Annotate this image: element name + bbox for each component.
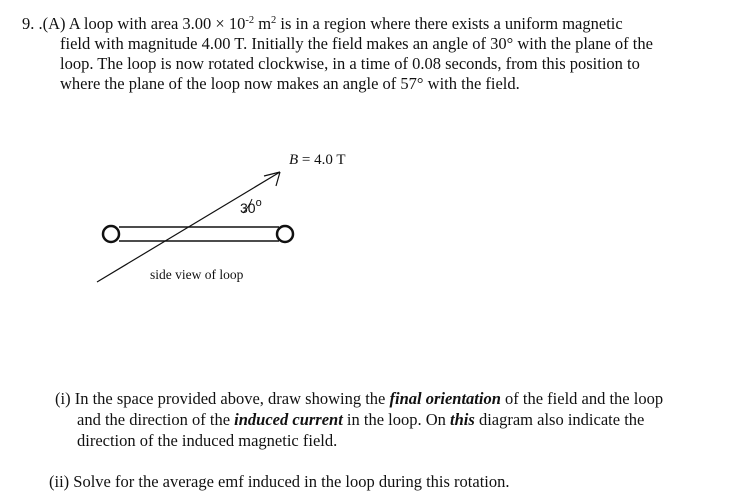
part-i-line-3: direction of the induced magnetic field.	[77, 431, 338, 450]
diagram-caption: side view of loop	[150, 267, 244, 282]
part-i-line-1: (i) In the space provided above, draw showing the final orientation of the field and the loop	[55, 389, 664, 408]
field-label: B = 4.0 T	[289, 152, 346, 168]
problem-number: 9. .(A)	[22, 14, 66, 33]
wire-right	[277, 226, 293, 242]
part-ii-line: (ii) Solve for the average emf induced in the loop during this rotation.	[49, 472, 510, 491]
part-i-line-2: and the direction of the induced current in the loop. On this diagram also indicate the	[77, 410, 645, 429]
problem-line-2: field with magnitude 4.00 T. Initially the field makes an angle of 30° with the plane of the	[60, 34, 653, 53]
angle-label: 30$^o$	[240, 197, 262, 216]
problem-line-4: where the plane of the loop now makes an angle of 57° with the field.	[60, 74, 520, 93]
problem-line-3: loop. The loop is now rotated clockwise, in a time of 0.08 seconds, from this position to	[60, 54, 640, 73]
wire-left	[103, 226, 119, 242]
problem-line-1: 9. .(A) A loop with area $3.00 \times 10^{-2}$ $m^2$ is in a region where there exists a uniform magnetic	[22, 14, 623, 33]
